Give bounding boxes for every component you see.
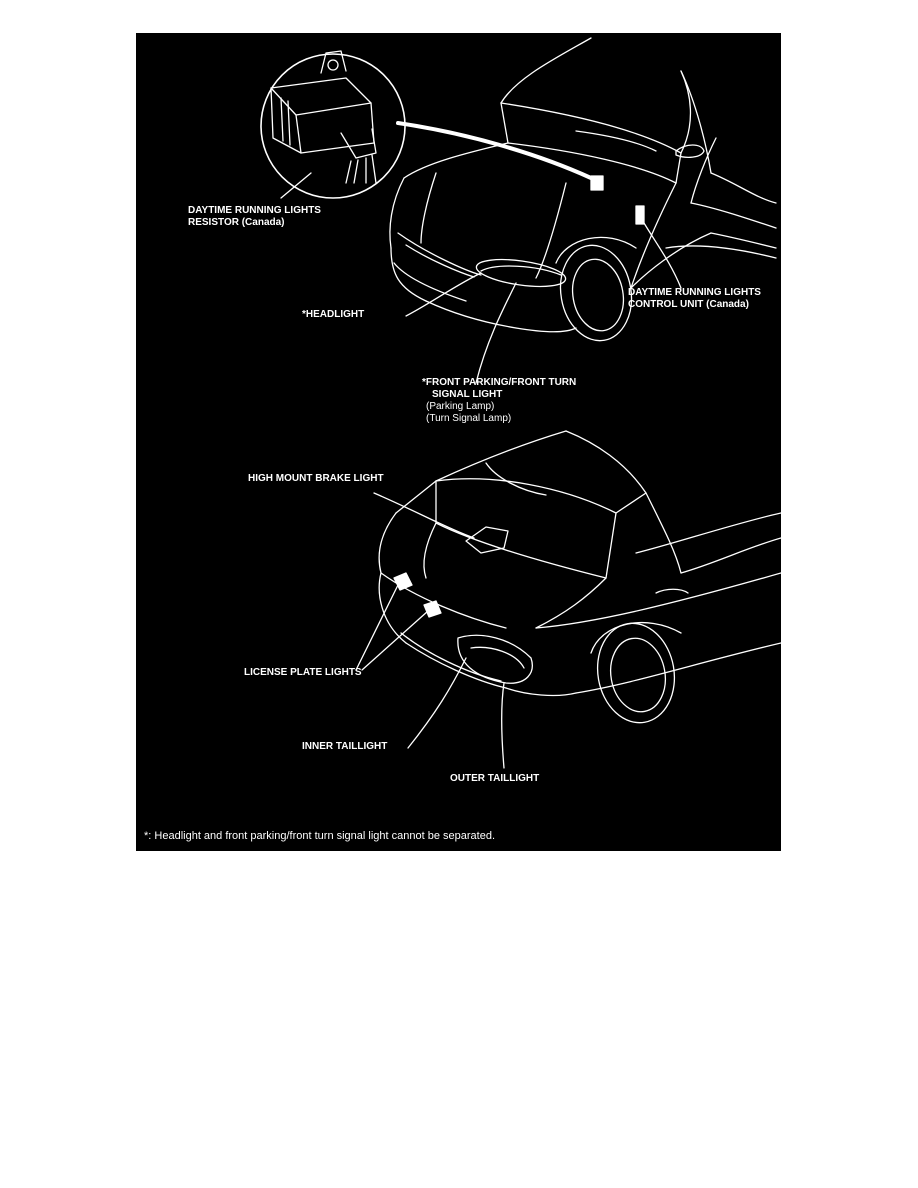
headlight-label — [302, 309, 364, 321]
license-plate-label — [244, 667, 362, 679]
outer-taillight-label — [450, 773, 539, 785]
front-parking-label-line2: SIGNAL LIGHT — [432, 389, 503, 400]
front-parking-label-line3: (Parking Lamp) — [426, 401, 495, 412]
front-parking-label — [422, 377, 576, 425]
drl-control-unit-label — [628, 287, 761, 311]
front-parking-label-line1: *FRONT PARKING/FRONT TURN — [422, 377, 577, 388]
drl-resistor-label-line1: DAYTIME RUNNING LIGHTS — [188, 205, 321, 216]
headlight-leader — [406, 273, 481, 316]
inner-taillight-label-text: INNER TAILLIGHT — [302, 741, 388, 752]
outer-taillight-label-text: OUTER TAILLIGHT — [450, 773, 540, 784]
front-parking-leader — [476, 283, 516, 383]
rear-car-drawing — [379, 431, 781, 729]
diagram-artwork — [136, 33, 781, 851]
high-mount-leader — [374, 493, 474, 538]
headlight-label-text: *HEADLIGHT — [302, 309, 365, 320]
resistor-inset — [261, 51, 405, 198]
high-mount-brake-label-text: HIGH MOUNT BRAKE LIGHT — [248, 473, 384, 484]
footnote-text: *: Headlight and front parking/front turn signal light cannot be separated. — [144, 830, 496, 842]
footnote — [144, 830, 495, 842]
drl-control-unit-label-line1: DAYTIME RUNNING LIGHTS — [628, 287, 761, 298]
lighting-location-diagram — [136, 33, 781, 851]
drl-resistor-label-line2: RESISTOR (Canada) — [188, 217, 285, 228]
inner-taillight-label — [302, 741, 387, 753]
front-parking-label-line4: (Turn Signal Lamp) — [426, 413, 512, 424]
drl-control-unit-label-line2: CONTROL UNIT (Canada) — [628, 299, 749, 310]
high-mount-brake-label — [248, 473, 384, 485]
license-leader-2 — [362, 611, 428, 670]
license-plate-label-text: LICENSE PLATE LIGHTS — [244, 667, 362, 678]
outer-taillight-leader — [502, 683, 504, 768]
drl-resistor-label — [188, 205, 321, 229]
drl-resistor-leader — [281, 173, 311, 198]
drl-control-leader — [644, 223, 681, 288]
